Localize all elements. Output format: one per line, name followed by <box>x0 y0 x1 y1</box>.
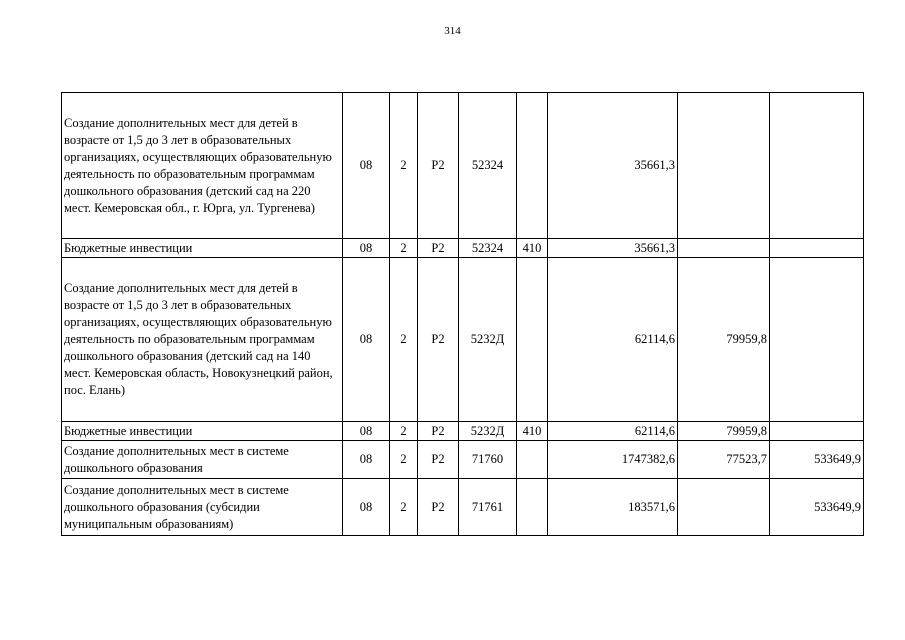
row-target-program: P2 <box>418 258 459 422</box>
row-sum-2: 79959,8 <box>678 258 770 422</box>
row-target-program: P2 <box>418 239 459 258</box>
row-subsection: 2 <box>390 239 418 258</box>
row-target-program: P2 <box>418 93 459 239</box>
row-target-code: 52324 <box>459 93 517 239</box>
row-subsection: 2 <box>390 479 418 536</box>
row-sum-2: 77523,7 <box>678 441 770 479</box>
row-section: 08 <box>343 239 390 258</box>
row-target-code: 52324 <box>459 239 517 258</box>
budget-table <box>61 92 864 536</box>
row-subsection: 2 <box>390 422 418 441</box>
row-expense-type <box>517 93 548 239</box>
row-target-code: 5232Д <box>459 258 517 422</box>
row-target-program: P2 <box>418 422 459 441</box>
row-sum-2: 79959,8 <box>678 422 770 441</box>
row-section: 08 <box>343 93 390 239</box>
row-sum-1: 62114,6 <box>548 422 678 441</box>
row-sum-3 <box>770 239 864 258</box>
page-number: 314 <box>444 25 461 37</box>
row-subsection: 2 <box>390 441 418 479</box>
row-section: 08 <box>343 441 390 479</box>
row-sum-3: 533649,9 <box>770 441 864 479</box>
table-row <box>62 422 864 441</box>
row-target-code: 71761 <box>459 479 517 536</box>
row-expense-type <box>517 479 548 536</box>
row-section: 08 <box>343 422 390 441</box>
row-sum-1: 183571,6 <box>548 479 678 536</box>
row-sum-3 <box>770 422 864 441</box>
row-target-program: P2 <box>418 441 459 479</box>
table-row <box>62 93 864 239</box>
row-target-code: 71760 <box>459 441 517 479</box>
row-sum-2 <box>678 239 770 258</box>
row-section: 08 <box>343 479 390 536</box>
row-sum-2 <box>678 479 770 536</box>
row-sum-3: 533649,9 <box>770 479 864 536</box>
row-expense-type <box>517 441 548 479</box>
row-subsection: 2 <box>390 93 418 239</box>
row-sum-1: 1747382,6 <box>548 441 678 479</box>
row-name: Создание дополнительных мест для детей в возрасте от 1,5 до 3 лет в образовательных организациях, осуществляющих образовательную деятельность по образовательным программам дошкольного образования (детский сад на 220 мест. Кемеровская обл., г. Юрга, ул. Тургенева) <box>62 93 343 239</box>
row-expense-type: 410 <box>517 422 548 441</box>
row-name: Создание дополнительных мест в системе дошкольного образования (субсидии муниципальным образованиям) <box>62 479 343 536</box>
table-row <box>62 479 864 536</box>
row-target-program: P2 <box>418 479 459 536</box>
row-target-code: 5232Д <box>459 422 517 441</box>
row-subsection: 2 <box>390 258 418 422</box>
row-section: 08 <box>343 258 390 422</box>
row-name: Создание дополнительных мест в системе дошкольного образования <box>62 441 343 479</box>
table-row <box>62 258 864 422</box>
table-row <box>62 441 864 479</box>
row-expense-type <box>517 258 548 422</box>
row-name: Бюджетные инвестиции <box>62 239 343 258</box>
table-row <box>62 239 864 258</box>
row-sum-1: 35661,3 <box>548 239 678 258</box>
row-sum-3 <box>770 93 864 239</box>
row-sum-1: 35661,3 <box>548 93 678 239</box>
row-name: Создание дополнительных мест для детей в возрасте от 1,5 до 3 лет в образовательных организациях, осуществляющих образовательную деятельность по образовательным программам дошкольного образования (детский сад на 140 мест. Кемеровская область, Новокузнецкий район, пос. Елань) <box>62 258 343 422</box>
row-sum-2 <box>678 93 770 239</box>
row-name: Бюджетные инвестиции <box>62 422 343 441</box>
row-expense-type: 410 <box>517 239 548 258</box>
row-sum-1: 62114,6 <box>548 258 678 422</box>
row-sum-3 <box>770 258 864 422</box>
